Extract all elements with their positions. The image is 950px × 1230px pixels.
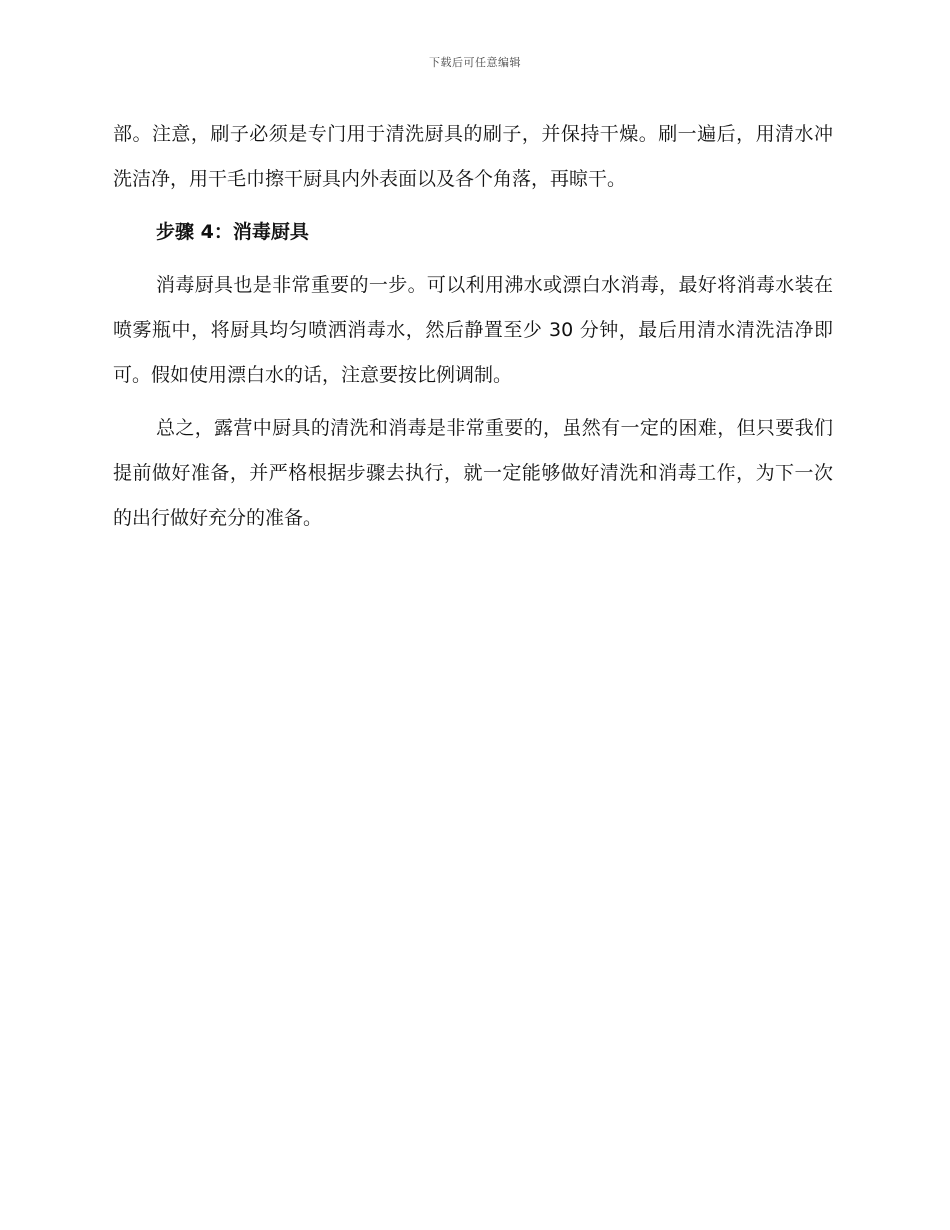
document-body xyxy=(113,112,833,541)
section-heading-step4: 步骤 4：消毒厨具 xyxy=(156,221,309,243)
page-header-note: 下载后可任意编辑 xyxy=(429,56,521,69)
paragraph-conclusion: 总之，露营中厨具的清洗和消毒是非常重要的，虽然有一定的困难，但只要我们提前做好准备，并严格根据步骤去执行，就一定能够做好清洗和消毒工作，为下一次的出行做好充分的准备。 xyxy=(113,417,833,529)
paragraph-step4-body: 消毒厨具也是非常重要的一步。可以利用沸水或漂白水消毒，最好将消毒水装在喷雾瓶中，将厨具均匀喷洒消毒水，然后静置至少 30 分钟，最后用清水清洗洁净即可。假如使用漂白水的话，注意要按比例调制。 xyxy=(113,274,833,386)
paragraph-continued: 部。注意，刷子必须是专门用于清洗厨具的刷子，并保持干燥。刷一遍后，用清水冲洗洁净，用干毛巾擦干厨具内外表面以及各个角落，再晾干。 xyxy=(113,123,833,190)
